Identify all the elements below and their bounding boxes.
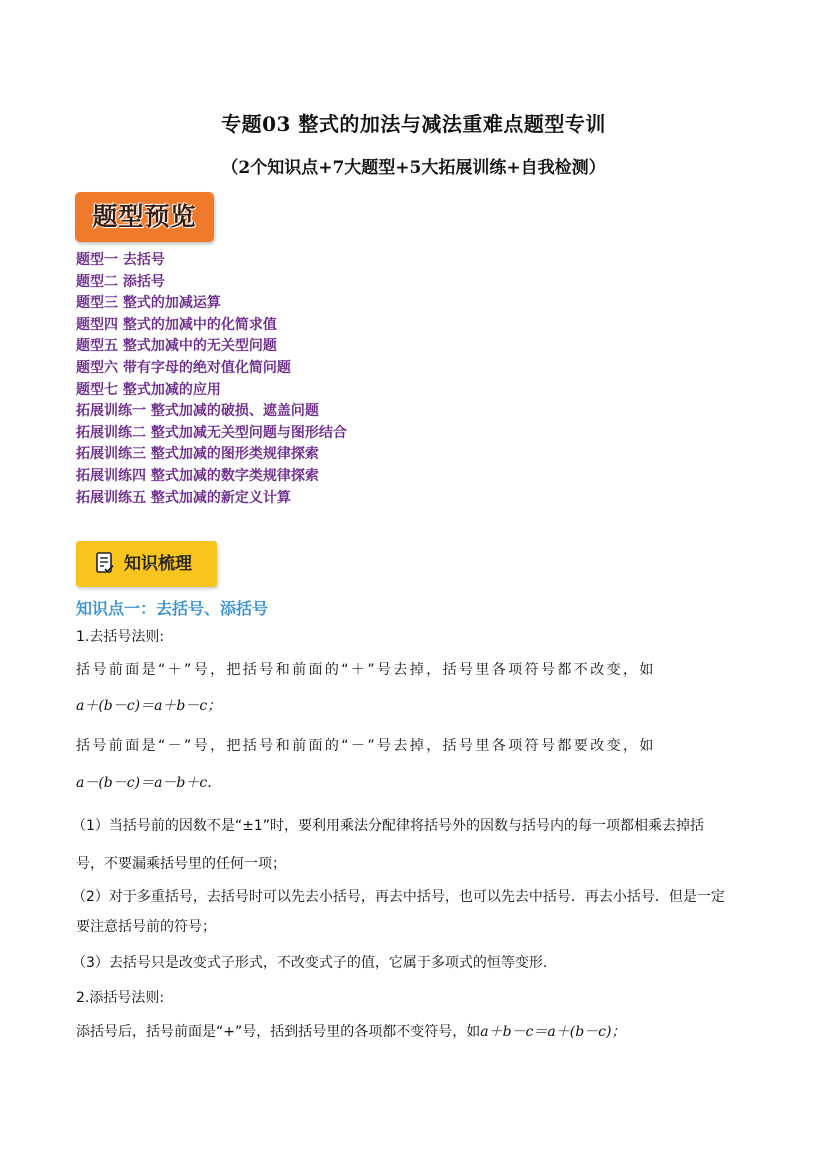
knowledge-badge-label: 知识梳理 xyxy=(124,554,192,574)
note-1-line-1: （1）当括号前的因数不是“±1”时，要利用乘法分配律将括号外的因数与括号内的每一项都相乘去掉括 xyxy=(72,818,705,834)
toc-item[interactable]: 题型一 去括号 xyxy=(76,252,165,268)
toc-item[interactable]: 拓展训练二 整式加减无关型问题与图形结合 xyxy=(76,424,347,441)
preview-badge xyxy=(75,192,214,242)
note-2-line-2: 要注意括号前的符号； xyxy=(76,919,216,935)
question-type-list xyxy=(76,250,347,509)
knowledge-point-heading: 知识点一：去括号、添括号 xyxy=(76,599,269,618)
toc-item[interactable]: 题型五 整式加减中的无关型问题 xyxy=(76,338,277,355)
plus-rule-text: 括号前面是“＋”号，把括号和前面的“＋”号去掉，括号里各项符号都不改变，如 xyxy=(76,662,656,678)
page-subtitle: （2个知识点+7大题型+5大拓展训练+自我检测） xyxy=(221,158,606,178)
rule-title-add-brackets: 2.添括号法则: xyxy=(76,990,165,1006)
toc-item[interactable]: 拓展训练四 整式加减的数字类规律探索 xyxy=(76,467,319,484)
toc-item[interactable]: 拓展训练三 整式加减的图形类规律探索 xyxy=(76,446,319,463)
note-3: （3）去括号只是改变式子形式，不改变式子的值，它属于多项式的恒等变形. xyxy=(72,955,548,971)
minus-rule-example: a－(b－c)＝a－b＋c. xyxy=(76,775,212,791)
page-title: 专题03 整式的加法与减法重难点题型专训 xyxy=(221,112,606,136)
knowledge-badge xyxy=(76,541,217,587)
toc-item[interactable]: 题型四 整式的加减中的化简求值 xyxy=(76,316,277,333)
toc-item[interactable]: 拓展训练五 整式加减的新定义计算 xyxy=(76,489,291,506)
toc-item[interactable]: 题型六 带有字母的绝对值化简问题 xyxy=(76,359,291,376)
document-check-icon xyxy=(96,552,114,575)
toc-item[interactable]: 拓展训练一 整式加减的破损、遮盖问题 xyxy=(76,403,319,420)
toc-item[interactable]: 题型七 整式加减的应用 xyxy=(76,381,221,398)
preview-badge-label: 题型预览 xyxy=(92,202,197,231)
add-rule-example: a＋b－c＝a＋(b－c)； xyxy=(480,1024,626,1040)
add-rule-line xyxy=(76,1021,625,1041)
toc-item[interactable]: 题型三 整式的加减运算 xyxy=(76,295,221,312)
note-2-line-1: （2）对于多重括号，去括号时可以先去小括号，再去中括号，也可以先去中括号．再去小括号．但是一定 xyxy=(72,889,725,905)
note-1-line-2: 号，不要漏乘括号里的任何一项； xyxy=(76,856,286,872)
plus-rule-example: a＋(b－c)＝a＋b－c； xyxy=(76,698,222,714)
toc-item[interactable]: 题型二 添括号 xyxy=(76,273,165,290)
rule-title-remove-brackets: 1.去括号法则: xyxy=(76,629,165,645)
minus-rule-text: 括号前面是“－”号，把括号和前面的“－”号去掉，括号里各项符号都要改变，如 xyxy=(76,738,656,754)
add-rule-text: 添括号后，括号前面是“+”号，括到括号里的各项都不变符号，如 xyxy=(76,1024,481,1040)
